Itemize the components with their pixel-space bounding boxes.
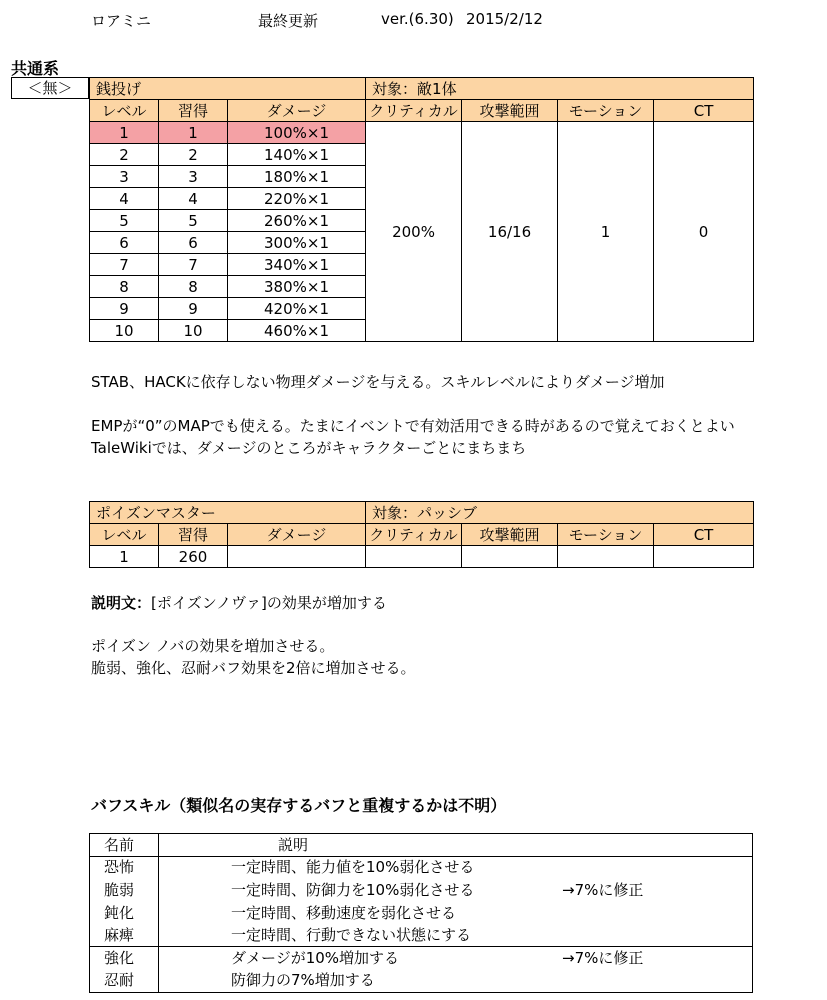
- buff-name: 脆弱: [104, 881, 135, 899]
- col-learn: 習得: [159, 100, 228, 122]
- skill2-table: [89, 501, 754, 568]
- buff-fix-note: →7%に修正: [562, 949, 644, 967]
- level-cell: 4: [90, 188, 159, 210]
- buff-desc: 防御力の7%増加する: [231, 971, 375, 989]
- skill2-target: 対象：パッシブ: [366, 502, 754, 524]
- learn-cell: 9: [159, 298, 228, 320]
- level-cell: 8: [90, 276, 159, 298]
- col-ct: CT: [654, 524, 754, 546]
- skill2-description: [91, 592, 387, 613]
- skill2-note-1: ポイズン ノバの効果を増加させる。: [91, 637, 335, 655]
- level-cell: 3: [90, 166, 159, 188]
- buff-desc: 一定時間、能力値を10%弱化させる: [231, 858, 475, 876]
- buff-col-name: 名前: [104, 836, 135, 854]
- critical-value: 200%: [366, 122, 462, 342]
- skill2-note-2: 脆弱、強化、忍耐バフ効果を2倍に増加させる。: [91, 659, 416, 677]
- critical-cell: [366, 546, 462, 568]
- range-cell: [462, 546, 558, 568]
- buff-desc: 一定時間、移動速度を弱化させる: [231, 904, 457, 922]
- buff-desc: 一定時間、行動できない状態にする: [231, 926, 472, 944]
- damage-cell: 220%×1: [228, 188, 366, 210]
- damage-cell: 100%×1: [228, 122, 366, 144]
- learn-cell: 8: [159, 276, 228, 298]
- learn-cell: 5: [159, 210, 228, 232]
- damage-cell: 180%×1: [228, 166, 366, 188]
- col-damage: ダメージ: [228, 524, 366, 546]
- col-ct: CT: [654, 100, 754, 122]
- level-cell: 1: [90, 546, 159, 568]
- col-level: レベル: [90, 100, 159, 122]
- buff-name: 恐怖: [104, 858, 135, 876]
- ct-value: 0: [654, 122, 754, 342]
- damage-cell: [228, 546, 366, 568]
- level-cell: 2: [90, 144, 159, 166]
- skill1-note-2: EMPが“0”のMAPでも使える。たまにイベントで有効活用できる時があるので覚えておくとよい: [91, 417, 735, 435]
- description-text: [ポイズンノヴァ]の効果が増加する: [151, 594, 387, 612]
- level-cell: 1: [90, 122, 159, 144]
- buff-section-title: バフスキル（類似名の実存するバフと重複するかは不明）: [91, 796, 507, 815]
- buff-table: [89, 833, 753, 993]
- buff-fix-note: →7%に修正: [562, 881, 644, 899]
- col-range: 攻撃範囲: [462, 100, 558, 122]
- damage-cell: 300%×1: [228, 232, 366, 254]
- buff-desc: 一定時間、防御力を10%弱化させる: [231, 881, 475, 899]
- level-cell: 9: [90, 298, 159, 320]
- category-title: 共通系: [11, 59, 60, 78]
- learn-cell: 4: [159, 188, 228, 210]
- learn-cell: 6: [159, 232, 228, 254]
- col-level: レベル: [90, 524, 159, 546]
- damage-cell: 460%×1: [228, 320, 366, 342]
- motion-value: 1: [558, 122, 654, 342]
- skill1-note-3: TaleWikiでは、ダメージのところがキャラクターごとにまちまち: [91, 439, 527, 457]
- category-tag: ＜無＞: [11, 77, 89, 99]
- motion-cell: [558, 546, 654, 568]
- damage-cell: 260%×1: [228, 210, 366, 232]
- table-row: [90, 122, 754, 144]
- col-critical: クリティカル: [366, 524, 462, 546]
- level-cell: 10: [90, 320, 159, 342]
- col-motion: モーション: [558, 100, 654, 122]
- skill1-target: 対象：敵1体: [366, 78, 754, 100]
- col-damage: ダメージ: [228, 100, 366, 122]
- level-cell: 5: [90, 210, 159, 232]
- damage-cell: 140%×1: [228, 144, 366, 166]
- col-motion: モーション: [558, 524, 654, 546]
- table-row: [90, 546, 754, 568]
- skill1-name: 銭投げ: [90, 78, 366, 100]
- level-cell: 6: [90, 232, 159, 254]
- character-name: ロアミニ: [91, 12, 152, 30]
- damage-cell: 420%×1: [228, 298, 366, 320]
- update-date: 2015/2/12: [466, 10, 543, 28]
- col-critical: クリティカル: [366, 100, 462, 122]
- ct-cell: [654, 546, 754, 568]
- learn-cell: 2: [159, 144, 228, 166]
- buff-name: 強化: [104, 949, 135, 967]
- buff-desc: ダメージが10%増加する: [231, 949, 400, 967]
- learn-cell: 7: [159, 254, 228, 276]
- learn-cell: 3: [159, 166, 228, 188]
- updated-label: 最終更新: [258, 12, 319, 30]
- buff-name: 忍耐: [104, 971, 135, 989]
- buff-name: 鈍化: [104, 904, 135, 922]
- skill1-note-1: STAB、HACKに依存しない物理ダメージを与える。スキルレベルによりダメージ増加: [91, 373, 665, 391]
- range-value: 16/16: [462, 122, 558, 342]
- learn-cell: 10: [159, 320, 228, 342]
- buff-col-desc: 説明: [278, 836, 309, 854]
- damage-cell: 380%×1: [228, 276, 366, 298]
- col-range: 攻撃範囲: [462, 524, 558, 546]
- buff-name: 麻痺: [104, 926, 135, 944]
- version-label: ver.(6.30): [381, 10, 454, 28]
- learn-cell: 1: [159, 122, 228, 144]
- skill1-table: [89, 77, 754, 342]
- description-label: 説明文：: [91, 594, 152, 612]
- learn-cell: 260: [159, 546, 228, 568]
- col-learn: 習得: [159, 524, 228, 546]
- level-cell: 7: [90, 254, 159, 276]
- skill2-name: ポイズンマスター: [90, 502, 366, 524]
- damage-cell: 340%×1: [228, 254, 366, 276]
